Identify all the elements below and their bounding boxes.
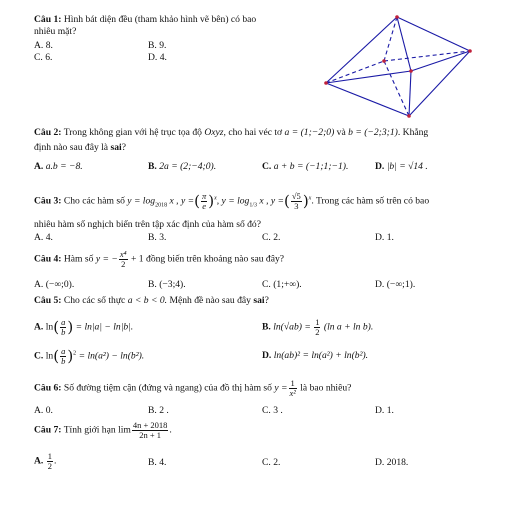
q5-a-label: A.: [34, 321, 44, 333]
q7-a-frac: $\frac{1}{2}$: [47, 451, 52, 471]
q5-option-a[interactable]: A. ln( $\frac{a}{b}$ ) = ln|a| − ln|b|.: [34, 317, 134, 337]
q2-option-d[interactable]: [375, 161, 428, 172]
q4-plus: + 1: [131, 253, 144, 265]
q5-option-b[interactable]: [262, 318, 373, 337]
q7-option-a[interactable]: [34, 452, 56, 471]
q4-label: Câu 4:: [34, 253, 62, 265]
q4-option-c[interactable]: C. (1;+∞).: [262, 279, 302, 290]
q5-d-label: D.: [262, 350, 272, 361]
q6-fy: y =: [274, 382, 288, 394]
q2-c-label: C.: [262, 161, 272, 172]
q5-label: Câu 5:: [34, 295, 62, 306]
q5-c-ln: ln: [45, 350, 54, 362]
q1-option-d[interactable]: D. 4.: [148, 52, 167, 63]
q5-d-expr: ln(ab)² = ln(a²) + ln(b²).: [273, 350, 369, 361]
q3-f2: y =: [180, 195, 195, 207]
q2-b-expr: 2a = (2;−4;0).: [159, 161, 217, 172]
q5-b-rhs: (ln a + ln b).: [323, 321, 374, 333]
q3-option-b[interactable]: B. 3.: [148, 232, 167, 243]
q2-c-expr: a + b = (−1;1;−1).: [273, 161, 349, 172]
q3-option-a[interactable]: A. 4.: [34, 232, 53, 243]
q2-option-b[interactable]: [148, 161, 216, 172]
q2-label: Câu 2:: [34, 127, 62, 138]
q3-text: Cho các hàm số: [63, 195, 125, 207]
q2-vector-a: a = (1;−2;0): [284, 127, 335, 138]
q5-b-label: B.: [262, 321, 271, 333]
q3-option-c[interactable]: C. 2.: [262, 232, 281, 243]
q1-line1: [34, 14, 256, 25]
q3-f1: y = log: [127, 195, 156, 207]
q3-f1-x: x ,: [169, 195, 179, 207]
q2-option-c[interactable]: [262, 161, 348, 172]
q3-f2-exp: x: [214, 195, 217, 202]
q2-vector-b: b = (−2;3;1): [348, 127, 398, 138]
q2-qmark: ?: [121, 142, 126, 153]
q3-f4: y =: [270, 195, 285, 207]
q2-text: Trong không gian với hệ trục tọa độ: [63, 127, 202, 138]
q4-option-d[interactable]: D. (−∞;1).: [375, 279, 416, 290]
q3-option-d[interactable]: D. 1.: [375, 232, 394, 243]
q5-qmark: ?: [264, 295, 269, 306]
q5-a-rhs: = ln|a| − ln|b|.: [75, 321, 134, 333]
q7-option-d[interactable]: D. 2018.: [375, 457, 409, 468]
q3-text-b: . Trong các hàm số trên có bao: [311, 195, 430, 207]
q7-frac: $\frac{4n + 2018}{2n + 1}$: [132, 420, 168, 440]
q1-text: Hình bát diện đều (tham khảo hình vẽ bên) có bao: [63, 14, 257, 25]
q5-b-expr: ln(√ab) =: [273, 321, 311, 333]
q3-f3: , y = log: [216, 195, 250, 207]
q7-text: Tính giới hạn: [63, 424, 116, 436]
q6-option-b[interactable]: B. 2 .: [148, 405, 169, 416]
q3-f4-exp: x: [308, 195, 312, 202]
q4-frac: $\frac{\text{x⁴}}{2}$: [119, 249, 127, 269]
q6-label: Câu 6:: [34, 382, 62, 394]
q7-option-b[interactable]: B. 4.: [148, 457, 167, 468]
q5-b-frac: $\frac{1}{2}$: [315, 317, 320, 337]
q3-line2: nhiêu hàm số nghịch biến trên tập xác định của hàm số đó?: [34, 219, 261, 230]
q5-text: Cho các số thực: [63, 295, 126, 306]
q5-sai: sai: [253, 295, 265, 306]
q1-line2: nhiêu mặt?: [34, 26, 77, 37]
q2-text-b: , cho hai véc tơ: [223, 127, 283, 138]
q2-text-c: . Khẳng: [397, 127, 429, 138]
q2-line1: [34, 127, 428, 138]
q5-c-label: C.: [34, 350, 44, 362]
q5-a-ln: ln: [45, 321, 54, 333]
q7-a-label: A.: [34, 455, 44, 467]
q3-f1-base: 2018: [155, 202, 168, 209]
q7-line1: [34, 421, 172, 440]
q2-d-expr: |b| = √14 .: [386, 161, 428, 172]
q6-option-a[interactable]: A. 0.: [34, 405, 53, 416]
q7-dot: .: [169, 424, 172, 436]
q3-f4-frac: $\frac{√5}{3}$: [291, 191, 301, 211]
q5-option-c[interactable]: C. ln( $\frac{a}{b}$ )$^2$ = ln(a²) − ln(b²).: [34, 346, 145, 366]
q3-f2-frac: $\frac{\pi}{e}$: [201, 191, 207, 211]
q6-text: Số đường tiệm cận (đứng và ngang) của đồ thị hàm số: [63, 382, 272, 394]
q7-lim: lim: [118, 424, 131, 436]
q7-option-c[interactable]: C. 2.: [262, 457, 281, 468]
q4-text: Hàm số: [63, 253, 94, 265]
q3-f3-x: x ,: [259, 195, 269, 207]
q4-fy: y = −: [95, 253, 118, 265]
q2-a-label: A.: [34, 161, 44, 172]
q3-line1: Câu 3: Cho các hàm số $y = \log_{2018} x$ , y =( $\frac{\pi}{e}$ )$^x$, $y = \log_{1/3} x$ , y =( $\frac{√5}{3}$ )$^x$. Trong các hàm số trên có bao: [34, 191, 430, 211]
q2-a-expr: a.b = −8.: [45, 161, 83, 172]
q1-option-c[interactable]: C. 6.: [34, 52, 53, 63]
q5-c-exp: 2: [73, 350, 77, 357]
q1-label: Câu 1:: [34, 14, 62, 25]
q7-label: Câu 7:: [34, 424, 62, 436]
q5-text-b: Mệnh đề nào sau đây: [169, 295, 251, 306]
q5-c-frac: $\frac{a}{b}$: [61, 346, 66, 366]
q6-option-d[interactable]: D. 1.: [375, 405, 394, 416]
q6-text-b: là bao nhiêu?: [300, 382, 352, 394]
q6-frac: $\frac{1}{\text{x²}}$: [289, 378, 296, 398]
q5-a-frac: $\frac{a}{b}$: [61, 317, 66, 337]
q4-option-b[interactable]: B. (−3;4).: [148, 279, 186, 290]
q2-line2: [34, 142, 126, 153]
q2-b-label: B.: [148, 161, 157, 172]
q6-option-c[interactable]: C. 3 .: [262, 405, 283, 416]
q2-text2: định nào sau đây là: [34, 142, 109, 153]
q7-a-dot: .: [53, 455, 57, 467]
q3-label: Câu 3:: [34, 195, 62, 207]
q2-sai: sai: [110, 142, 122, 153]
q2-oxyz: Oxyz: [204, 127, 224, 138]
q2-and: và: [336, 127, 346, 138]
q4-option-a[interactable]: A. (−∞;0).: [34, 279, 75, 290]
q1-option-a[interactable]: A. 8.: [34, 40, 53, 51]
q6-line1: [34, 379, 351, 398]
q3-f3-base: 1/3: [249, 202, 258, 209]
q1-option-b[interactable]: B. 9.: [148, 40, 167, 51]
q2-d-label: D.: [375, 161, 385, 172]
q4-line1: [34, 250, 284, 269]
q5-option-d[interactable]: [262, 350, 368, 361]
q5-condition: a < b < 0.: [127, 295, 168, 306]
q5-c-rhs: = ln(a²) − ln(b²).: [78, 350, 145, 362]
q5-line1: [34, 295, 269, 306]
q4-text-b: đồng biến trên khoảng nào sau đây?: [146, 253, 285, 265]
q2-option-a[interactable]: [34, 161, 83, 172]
